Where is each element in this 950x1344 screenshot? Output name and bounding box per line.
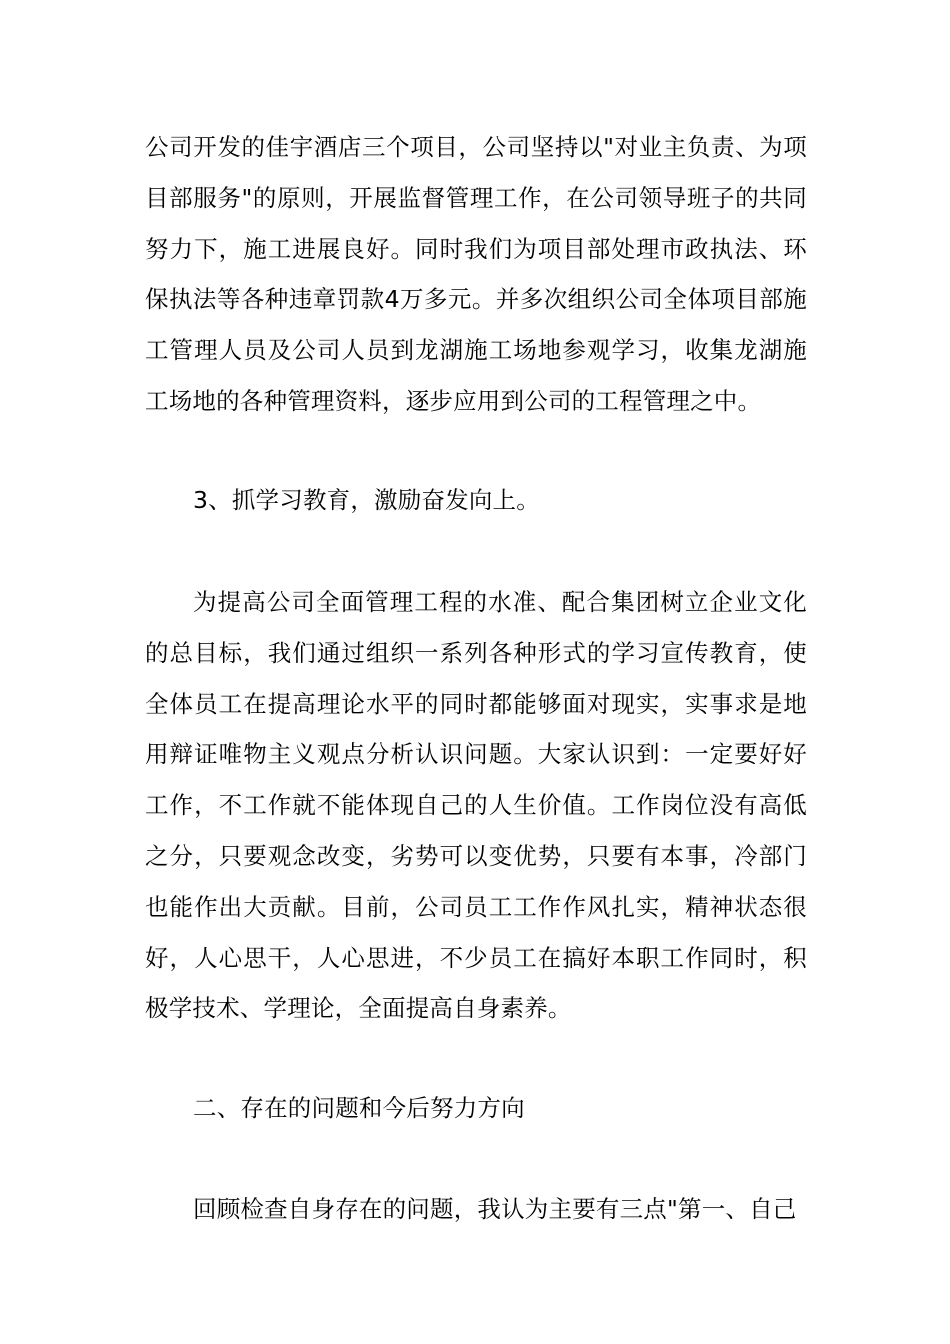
heading-problems-direction: 二、存在的问题和今后努力方向: [193, 1094, 525, 1122]
paragraph-review-problems: 回顾检查自身存在的问题，我认为主要有三点"第一、自己: [193, 1195, 797, 1223]
heading-study-education: 3、抓学习教育，激励奋发向上。: [193, 486, 540, 514]
paragraph-project-supervision: 公司开发的佳宇酒店三个项目，公司坚持以"对业主负责、为项目部服务"的原则，开展监督管理工作，在公司领导班子的共同努力下，施工进展良好。同时我们为项目部处理市政执法、环保执法等各种违章罚款4万多元。并多次组织公司全体项目部施工管理人员及公司人员到龙湖施工场地参观学习，收集龙湖施工场地的各种管理资料，逐步应用到公司的工程管理之中。: [145, 133, 807, 415]
paragraph-study-education: 为提高公司全面管理工程的水准、配合集团树立企业文化的总目标，我们通过组织一系列各种形式的学习宣传教育，使全体员工在提高理论水平的同时都能够面对现实，实事求是地用辩证唯物主义观点分析认识问题。大家认识到：一定要好好工作，不工作就不能体现自己的人生价值。工作岗位没有高低之分，只要观念改变，劣势可以变优势，只要有本事，冷部门也能作出大贡献。目前，公司员工工作作风扎实，精神状态很好，人心思干，人心思进，不少员工在搞好本职工作同时，积极学技术、学理论，全面提高自身素养。: [145, 588, 807, 1023]
